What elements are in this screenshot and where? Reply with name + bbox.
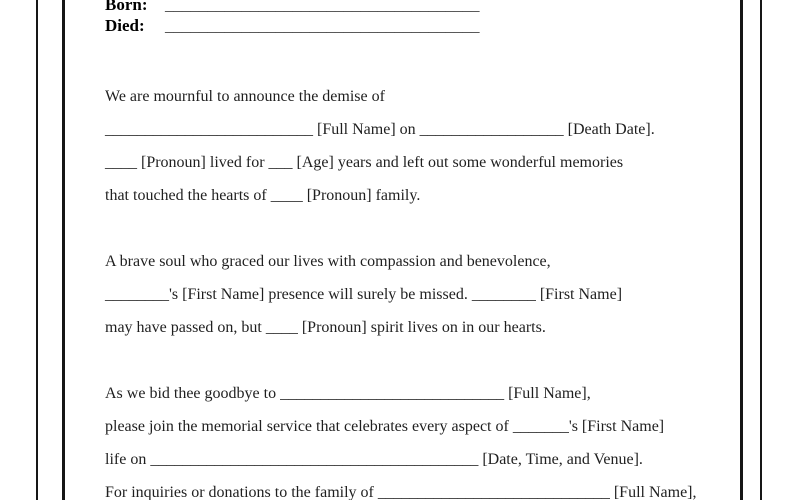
document-body xyxy=(105,80,755,500)
body-line: life on _________________________________________ [Date, Time, and Venue]. xyxy=(105,451,643,468)
page-border-left-inner xyxy=(62,0,65,500)
body-line: As we bid thee goodbye to ____________________________ [Full Name], xyxy=(105,385,591,402)
body-line: ________'s [First Name] presence will surely be missed. ________ [First Name] xyxy=(105,286,623,303)
body-line: A brave soul who graced our lives with compassion and benevolence, xyxy=(105,253,551,270)
body-line: may have passed on, but ____ [Pronoun] spirit lives on in our hearts. xyxy=(105,319,546,336)
body-line: For inquiries or donations to the family of _____________________________ [Full Name], xyxy=(105,484,697,500)
paragraph-service-invitation xyxy=(105,377,755,500)
page-border-right-outer xyxy=(760,0,762,500)
body-line: We are mournful to announce the demise of xyxy=(105,88,385,105)
body-line: please join the memorial service that celebrates every aspect of _______'s [First Name] xyxy=(105,418,665,435)
born-fill-line: _____________________________________ xyxy=(165,0,480,14)
born-label: Born: xyxy=(105,0,148,14)
paragraph-tribute xyxy=(105,245,755,344)
died-label: Died: xyxy=(105,16,145,35)
body-line: ____ [Pronoun] lived for ___ [Age] years and left out some wonderful memories xyxy=(105,154,624,171)
body-line: that touched the hearts of ____ [Pronoun] family. xyxy=(105,187,421,204)
document-content xyxy=(105,0,755,500)
died-field xyxy=(105,15,755,36)
page-border-left-outer xyxy=(36,0,38,500)
body-line: __________________________ [Full Name] on __________________ [Death Date]. xyxy=(105,121,655,138)
paragraph-announcement xyxy=(105,80,755,212)
born-field xyxy=(105,0,755,15)
died-fill-line: _____________________________________ xyxy=(165,16,480,35)
